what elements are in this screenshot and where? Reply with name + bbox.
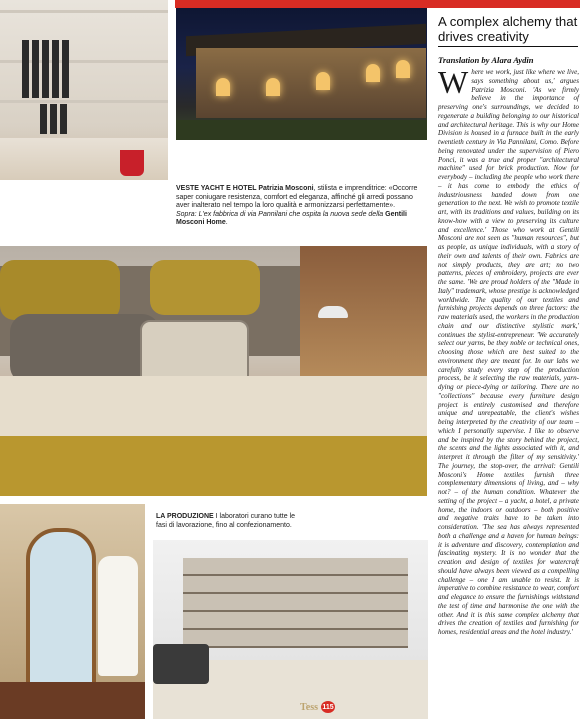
window [366, 64, 380, 82]
binder [50, 104, 57, 134]
lawn [176, 120, 427, 140]
translation-credit: Translation by Alara Aydin [438, 55, 534, 65]
fabric-rack [183, 558, 408, 648]
binder [62, 40, 69, 98]
page-footer [300, 700, 335, 714]
magazine-logo: Tess [300, 701, 318, 713]
window [396, 60, 410, 78]
window [216, 78, 230, 96]
shelf [0, 100, 168, 103]
binder [52, 40, 59, 98]
caption-sopra: Sopra: L'ex fabbrica di via Pannilani che ospita la nuova sede della [176, 210, 386, 218]
caption-end: . [225, 219, 228, 226]
article-body-text: here we work, just like where we live, says something about us,' argues Patrizia Mosconi. 'As we firmly believe in the importance of preserving one's surroundings, we decided to regenerate a building belonging to our historical and architectural heritage. This is why our Home Division is housed in a furnace built in the early twentieth century in Via Pannilani, Como. Before being renovated under the supervision of Piero Ponci, it was a true and proper "architectural machine" used for brick production. Now for everybody – including the people who work there – it has come to embody the ethics of industriousness handed down from one generation to the next. We wish to promote textile art, with its traditions and values, building on its know-how with a view to preserving its culture and excellence.' Those who work at Gentili Mosconi are not seen as "human resources", but as people, as unique individuals, with a story of their own and talents of their own. Fabrics are not simply products, they are art; no two patterns, pieces of embroidery, projects are ever the same. 'We are proud holders of the "Made in Italy" trademark, whose prestige is acknowledged worldwide. The quality of our textiles and furnishing projects depends on three factors: the raw materials used, the workers in the production chain and our distinctive stylistic mark,' continues the stylist-entrepreneur. 'We accurately select our yarns, be they noble or technical ones, choosing those which are best suited to the environment they are meant for. In our labs we carefully study every step of the production process, be it selecting the raw materials, yarn-dying or piece-dying or tailoring. There are no "collections" because every furniture design project is entirely customised and therefore unique and unrepeatable, the client's wishes being interpreted by the creativity of our team – which I personally supervise. I like to observe and be inspired by the story behind the project, the scents and the lights associated with it, and interpret it through the filter of my sensitivity.' The journey, the stop-over, the arrival: Gentili Mosconi's Home textiles furnish three complementary dimensions of living, and – why not? – of the human condition. Whatever the setting of the project – a yacht, a hotel, a private home, the indoors or outdoors – both positive and negative traits have to be taken into consideration. 'The sea has always represented both a challenge and a haven for human beings: it is adventure and discovery, contemplation and fascinating mystery. It is no wonder that the creation and design of textiles for watercraft should have always been viewed as a compelling challenge – one I am unable to resist. It is imperative to combine resistance to wear, comfort and elegance to ensure the furnishings withstand the test of time and harmonise the one with the other. And it is this same complex alchemy that drives the creation of textiles and furnishing for homes, residential areas and the hotel industry.' [438, 68, 579, 636]
photo-workshop [153, 540, 428, 719]
window [266, 78, 280, 96]
yellow-pillow [0, 260, 120, 320]
binder [60, 104, 67, 134]
binder [22, 40, 29, 98]
page-number: 115 [321, 701, 335, 713]
caption-text: I laboratori curano tutte le fasi di lavorazione, fino al confezionamento. [156, 513, 296, 529]
arched-mirror [26, 528, 96, 686]
lamp [318, 306, 348, 318]
binder [42, 40, 49, 98]
caption-lead: VESTE YACHT E HOTEL Patrizia Mosconi [176, 185, 314, 192]
building-wall [196, 48, 426, 118]
sewing-machine [153, 644, 209, 684]
article-headline: A complex alchemy that drives creativity [438, 14, 578, 44]
caption-yacht-hotel [176, 185, 427, 228]
caption-lead: LA PRODUZIONE [156, 513, 214, 520]
photo-bedroom-textiles [0, 246, 427, 496]
caption-brand: Gentili Mosconi Home [176, 210, 407, 226]
knit-blanket [0, 436, 427, 496]
pencil-cup [120, 150, 144, 176]
photo-wardrobe-robe [0, 504, 145, 719]
binder [40, 104, 47, 134]
yellow-pillow [150, 260, 260, 315]
caption-production [156, 513, 296, 530]
binder [32, 40, 39, 98]
bathrobe [98, 556, 138, 676]
photo-office-shelves [0, 0, 168, 180]
drop-cap: W [438, 64, 469, 100]
top-accent-bar [175, 0, 580, 8]
floor [0, 682, 145, 719]
shelf [0, 10, 168, 13]
headline-rule [438, 46, 578, 47]
photo-former-factory [176, 8, 427, 140]
window [316, 72, 330, 90]
grey-pillow [10, 314, 160, 384]
caption-text: , stilista e imprenditrice: «Occorre saper coniugare resistenza, comfort ed eleganza, affinché gli arredi possano aver inalterato nel tempo la loro qualità e armonizzarsi perfettamente». [176, 185, 418, 209]
article-body [438, 64, 579, 637]
